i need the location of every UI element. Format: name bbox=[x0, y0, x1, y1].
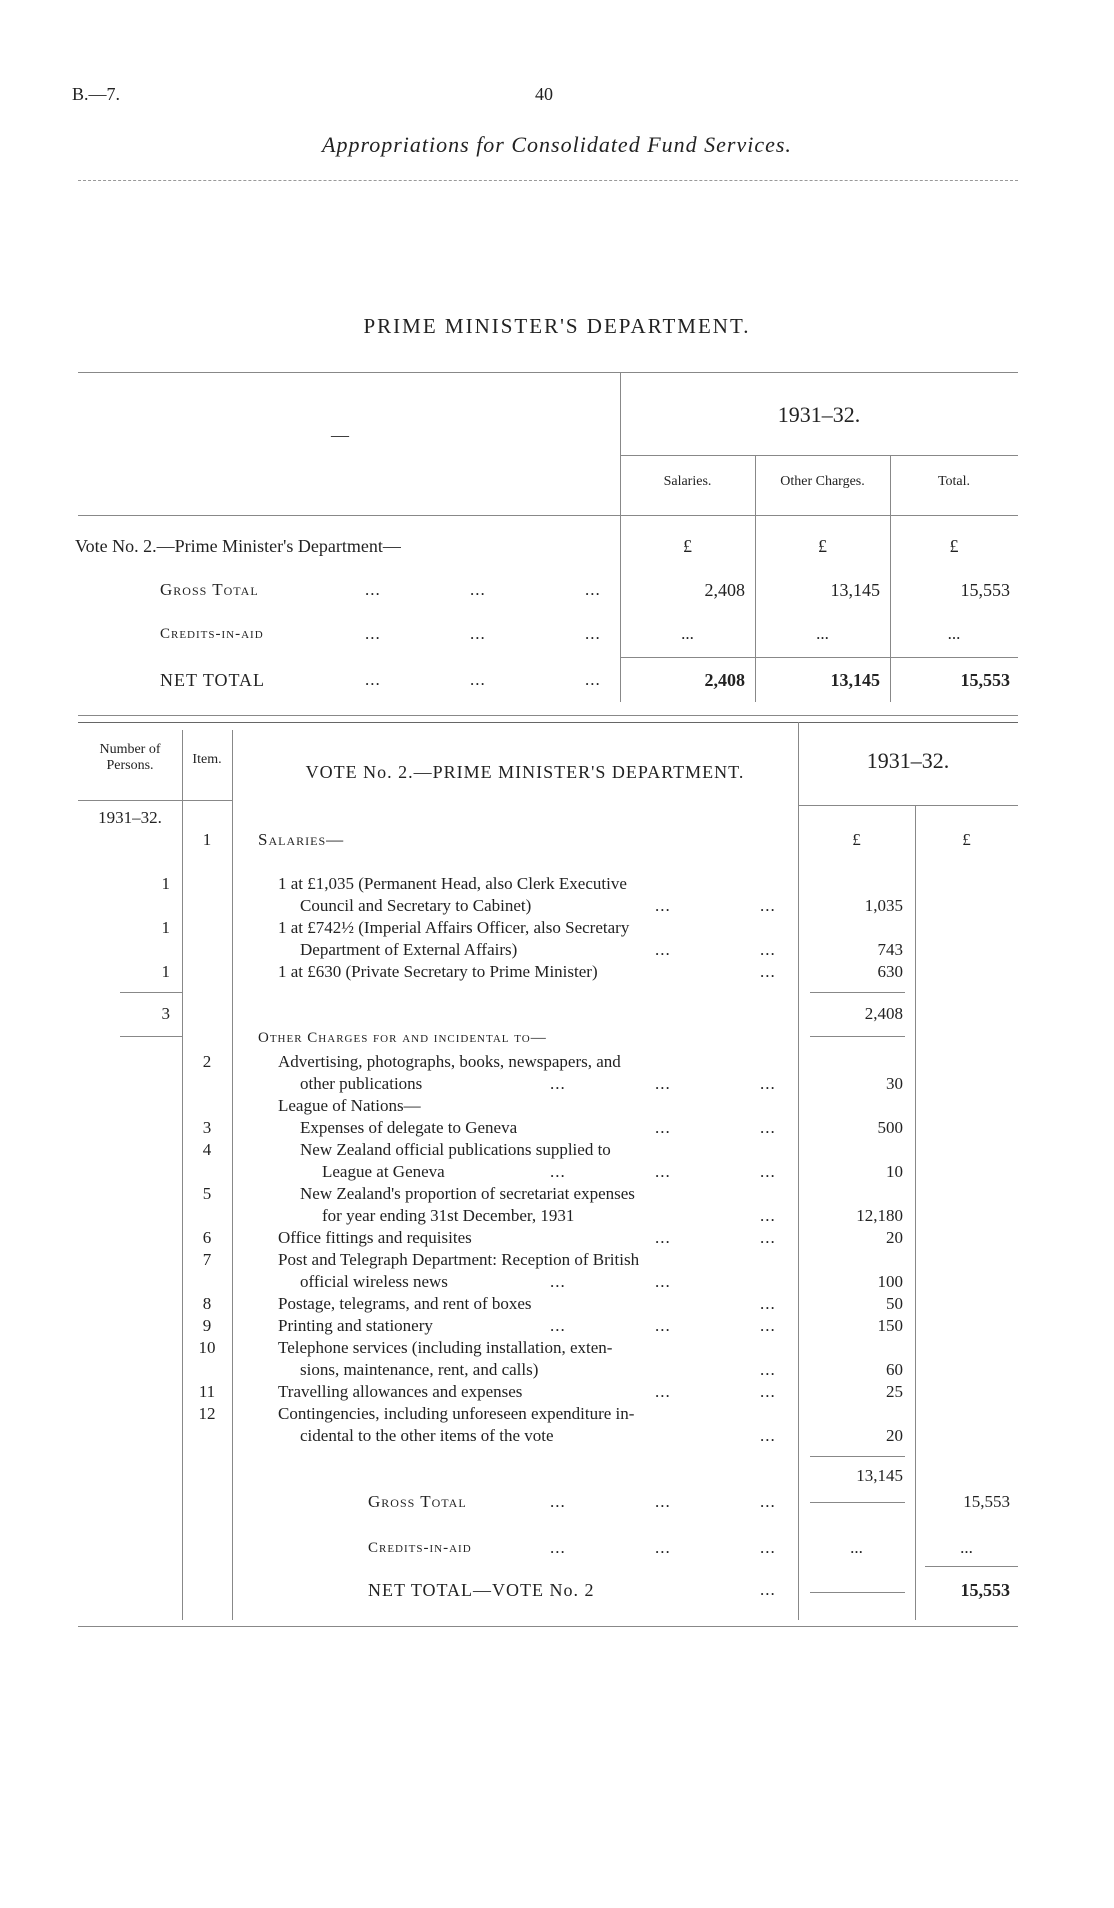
summary-gross-total: 15,553 bbox=[960, 580, 1010, 600]
salary-line: Department of External Affairs) bbox=[300, 940, 518, 959]
leader-dots: ... bbox=[760, 940, 776, 959]
detail-item-rule bbox=[182, 800, 232, 801]
persons-subtotal-rule bbox=[120, 992, 182, 993]
net-total-rule bbox=[925, 1566, 1018, 1567]
net-total-label: NET TOTAL—VOTE No. 2 bbox=[368, 1580, 595, 1600]
summary-credits-salaries: ... bbox=[681, 624, 694, 643]
leader-dots: ... bbox=[655, 1228, 671, 1247]
summary-gross-salaries: 2,408 bbox=[704, 580, 745, 600]
other-line: other publications bbox=[300, 1074, 423, 1093]
detail-top-rule bbox=[78, 722, 1018, 723]
leader-dots: ... bbox=[585, 624, 601, 643]
summary-pound-salaries: £ bbox=[683, 536, 692, 556]
other-line: sions, maintenance, rent, and calls) bbox=[300, 1360, 539, 1379]
other-line: Office fittings and requisites bbox=[278, 1228, 472, 1247]
detail-pound-total: £ bbox=[962, 830, 971, 849]
summary-vrule-2 bbox=[755, 455, 756, 702]
other-line: Contingencies, including unforeseen expenditure in- bbox=[278, 1404, 635, 1423]
salary-line: Council and Secretary to Cabinet) bbox=[300, 896, 532, 915]
leader-dots: ... bbox=[760, 1162, 776, 1181]
other-item-number: 3 bbox=[202, 1118, 212, 1137]
leader-dots: ... bbox=[585, 670, 601, 689]
summary-dash: — bbox=[331, 425, 349, 445]
leader-dots: ... bbox=[470, 624, 486, 643]
leader-dots: ... bbox=[760, 1360, 776, 1379]
gross-total-value: 15,553 bbox=[963, 1492, 1010, 1511]
summary-vote-label: Vote No. 2.—Prime Minister's Department— bbox=[75, 536, 401, 556]
summary-pound-other: £ bbox=[818, 536, 827, 556]
salaries-item-number: 1 bbox=[202, 830, 212, 849]
other-item-number: 7 bbox=[202, 1250, 212, 1269]
leader-dots: ... bbox=[470, 670, 486, 689]
other-amount: 60 bbox=[886, 1360, 903, 1379]
page-number: 40 bbox=[535, 84, 553, 104]
other-amount: 20 bbox=[886, 1426, 903, 1445]
other-item-number: 12 bbox=[198, 1404, 216, 1423]
summary-bottom-rule bbox=[78, 715, 1018, 716]
credits-label: Credits-in-aid bbox=[368, 1540, 472, 1556]
summary-col-salaries: Salaries. bbox=[663, 474, 712, 489]
summary-net-salaries: 2,408 bbox=[704, 670, 745, 690]
leader-dots: ... bbox=[760, 1074, 776, 1093]
other-item-number: 4 bbox=[202, 1140, 212, 1159]
summary-net-rule bbox=[620, 657, 1018, 658]
detail-col-year: 1931–32. bbox=[98, 808, 162, 827]
leader-dots: ... bbox=[760, 1316, 776, 1335]
leader-dots: ... bbox=[365, 624, 381, 643]
salary-persons: 1 bbox=[161, 874, 170, 893]
detail-persons-rule bbox=[78, 800, 182, 801]
leader-dots: ... bbox=[655, 1382, 671, 1401]
salaries-subtotal-rule bbox=[810, 992, 905, 993]
leader-dots: ... bbox=[365, 580, 381, 599]
leader-dots: ... bbox=[655, 1492, 671, 1511]
leader-dots: ... bbox=[550, 1272, 566, 1291]
leader-dots: ... bbox=[365, 670, 381, 689]
other-line: New Zealand's proportion of secretariat expenses bbox=[300, 1184, 635, 1203]
leader-dots: ... bbox=[760, 1426, 776, 1445]
leader-dots: ... bbox=[655, 1118, 671, 1137]
detail-title: VOTE No. 2.—PRIME MINISTER'S DEPARTMENT. bbox=[305, 762, 745, 782]
detail-pound-sub: £ bbox=[852, 830, 861, 849]
other-item-number: 10 bbox=[198, 1338, 216, 1357]
leader-dots: ... bbox=[550, 1492, 566, 1511]
credits-total-value: ... bbox=[960, 1538, 973, 1557]
leader-dots: ... bbox=[760, 896, 776, 915]
salary-amount: 743 bbox=[877, 940, 903, 959]
leader-dots: ... bbox=[760, 1228, 776, 1247]
summary-col-total: Total. bbox=[937, 474, 971, 489]
summary-year: 1931–32. bbox=[777, 402, 861, 427]
salary-line: 1 at £630 (Private Secretary to Prime Minister) bbox=[278, 962, 598, 981]
gross-total-label: Gross Total bbox=[368, 1492, 467, 1511]
summary-net-other: 13,145 bbox=[830, 670, 880, 690]
leader-dots: ... bbox=[760, 1118, 776, 1137]
leader-dots: ... bbox=[760, 1538, 776, 1557]
leader-dots: ... bbox=[550, 1316, 566, 1335]
leader-dots: ... bbox=[655, 1162, 671, 1181]
other-line: official wireless news bbox=[300, 1272, 448, 1291]
other-amount: 150 bbox=[877, 1316, 903, 1335]
detail-vrule-item bbox=[232, 730, 233, 1620]
leader-dots: ... bbox=[760, 1206, 776, 1225]
detail-year-rule bbox=[798, 805, 1018, 806]
other-item-number: 5 bbox=[202, 1184, 212, 1203]
summary-year-rule bbox=[620, 455, 1018, 456]
other-line: New Zealand official publications supplied to bbox=[300, 1140, 611, 1159]
other-item-number: 8 bbox=[202, 1294, 212, 1313]
leader-dots: ... bbox=[550, 1074, 566, 1093]
summary-header-rule bbox=[78, 515, 1018, 516]
summary-vrule-3 bbox=[890, 455, 891, 702]
leader-dots: ... bbox=[760, 962, 776, 981]
summary-gross-other: 13,145 bbox=[830, 580, 880, 600]
persons-total-rule bbox=[120, 1036, 182, 1037]
other-amount: 30 bbox=[886, 1074, 903, 1093]
leader-dots: ... bbox=[760, 1492, 776, 1511]
leader-dots: ... bbox=[760, 1382, 776, 1401]
other-amount: 100 bbox=[877, 1272, 903, 1291]
leader-dots: ... bbox=[550, 1538, 566, 1557]
leader-dots: ... bbox=[655, 896, 671, 915]
other-amount: 50 bbox=[886, 1294, 903, 1313]
leader-dots: ... bbox=[655, 1272, 671, 1291]
other-line: Printing and stationery bbox=[278, 1316, 433, 1335]
other-total: 13,145 bbox=[856, 1466, 903, 1485]
summary-pound-total: £ bbox=[949, 536, 959, 556]
other-line: Telephone services (including installation, exten- bbox=[278, 1338, 613, 1357]
other-line: Travelling allowances and expenses bbox=[278, 1382, 523, 1401]
leader-dots: ... bbox=[655, 1074, 671, 1093]
summary-net-total: 15,553 bbox=[960, 670, 1010, 690]
salary-persons: 1 bbox=[161, 918, 170, 937]
credits-sub-value: ... bbox=[850, 1538, 863, 1557]
leader-dots: ... bbox=[550, 1162, 566, 1181]
salary-amount: 630 bbox=[877, 962, 903, 981]
other-amount: 25 bbox=[886, 1382, 903, 1401]
other-heading: Other Charges for and incidental to— bbox=[258, 1030, 547, 1046]
other-total-rule bbox=[810, 1502, 905, 1503]
salary-line: 1 at £1,035 (Permanent Head, also Clerk Executive bbox=[278, 874, 627, 893]
summary-credits-label: Credits-in-aid bbox=[160, 626, 264, 642]
other-item-number: 2 bbox=[202, 1052, 212, 1071]
header-rule bbox=[78, 180, 1018, 181]
page-subtitle: Appropriations for Consolidated Fund Services. bbox=[322, 132, 792, 157]
salary-line: 1 at £742½ (Imperial Affairs Officer, also Secretary bbox=[278, 918, 630, 937]
leader-dots: ... bbox=[760, 1294, 776, 1313]
detail-bottom-rule bbox=[78, 1626, 1018, 1627]
other-item-number: 11 bbox=[198, 1382, 216, 1401]
detail-year: 1931–32. bbox=[866, 748, 950, 773]
other-line: cidental to the other items of the vote bbox=[300, 1426, 554, 1445]
salaries-persons-total: 3 bbox=[161, 1004, 170, 1023]
other-line: Post and Telegraph Department: Reception of British bbox=[278, 1250, 640, 1269]
other-line: Postage, telegrams, and rent of boxes bbox=[278, 1294, 532, 1313]
salaries-heading: Salaries— bbox=[258, 830, 345, 849]
leader-dots: ... bbox=[470, 580, 486, 599]
department-title: PRIME MINISTER'S DEPARTMENT. bbox=[363, 314, 751, 338]
summary-col-other: Other Charges. bbox=[780, 474, 865, 489]
detail-col-item: Item. bbox=[192, 752, 222, 767]
salary-persons: 1 bbox=[161, 962, 170, 981]
leader-dots: ... bbox=[585, 580, 601, 599]
summary-gross-label: Gross Total bbox=[160, 580, 259, 599]
salary-amount: 1,035 bbox=[864, 896, 903, 915]
salaries-total: 2,408 bbox=[864, 1004, 903, 1023]
net-dash-rule bbox=[810, 1592, 905, 1593]
detail-vrule-number bbox=[182, 730, 183, 1620]
other-line: for year ending 31st December, 1931 bbox=[322, 1206, 575, 1225]
leader-dots: ... bbox=[655, 940, 671, 959]
other-line: League of Nations— bbox=[278, 1096, 421, 1115]
other-line: Advertising, photographs, books, newspapers, and bbox=[278, 1052, 621, 1071]
other-amount: 10 bbox=[886, 1162, 903, 1181]
summary-net-label: NET TOTAL bbox=[160, 670, 266, 690]
leader-dots: ... bbox=[655, 1316, 671, 1335]
summary-top-rule bbox=[78, 372, 1018, 373]
summary-credits-total: ... bbox=[947, 624, 961, 643]
page-reference: B.—7. bbox=[72, 84, 121, 104]
salaries-total-rule bbox=[810, 1036, 905, 1037]
other-amount: 12,180 bbox=[856, 1206, 903, 1225]
summary-credits-other: ... bbox=[816, 624, 829, 643]
detail-col-number: Number of Persons. bbox=[99, 742, 161, 773]
other-item-number: 6 bbox=[202, 1228, 212, 1247]
other-amount: 20 bbox=[886, 1228, 903, 1247]
other-item-number: 9 bbox=[202, 1316, 212, 1335]
other-subtotal-rule bbox=[810, 1456, 905, 1457]
other-amount: 500 bbox=[877, 1118, 903, 1137]
other-line: Expenses of delegate to Geneva bbox=[300, 1118, 518, 1137]
net-total-value: 15,553 bbox=[960, 1580, 1010, 1600]
other-line: League at Geneva bbox=[322, 1162, 445, 1181]
leader-dots: ... bbox=[655, 1538, 671, 1557]
leader-dots: ... bbox=[760, 1580, 776, 1599]
